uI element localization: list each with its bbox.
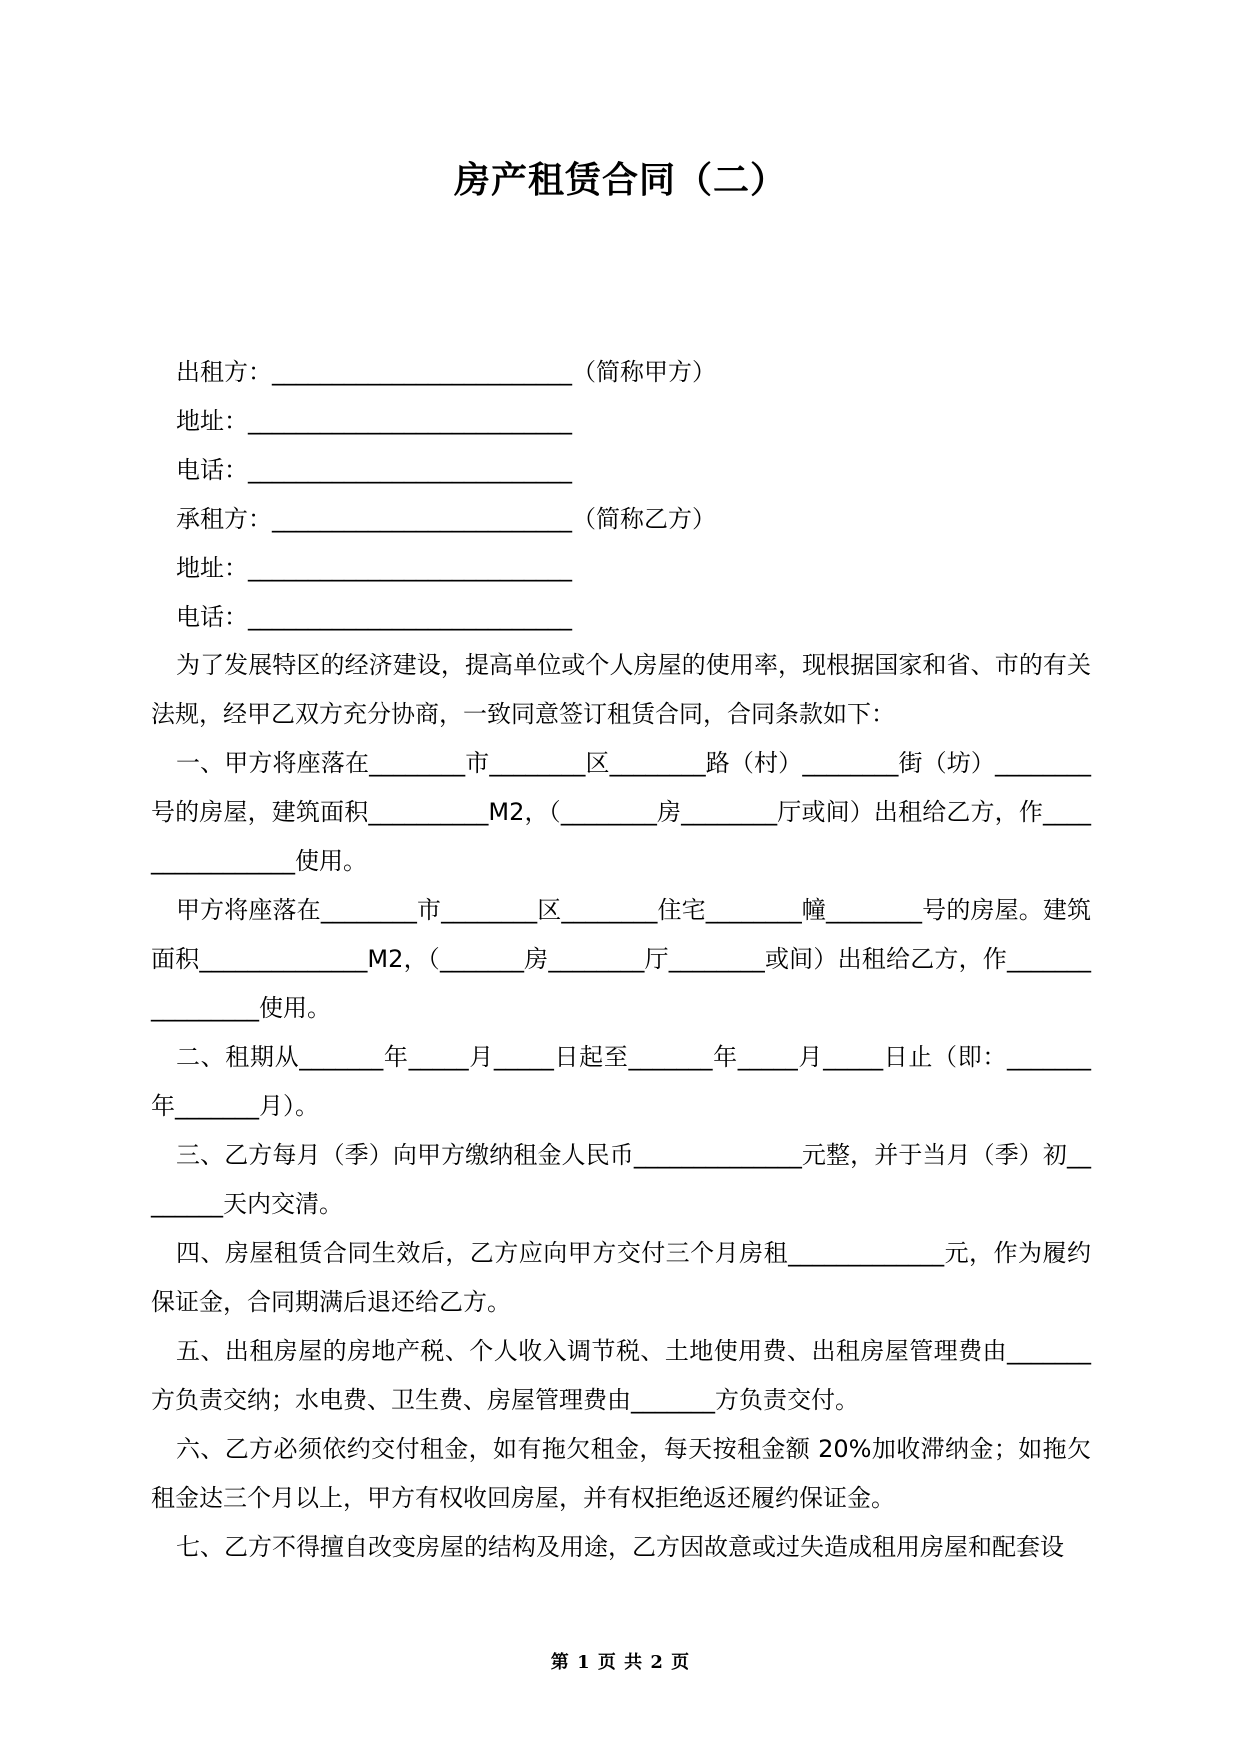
lessee-phone-line: 电话：___________________________ — [176, 603, 572, 631]
lessor-phone-line: 电话：___________________________ — [176, 456, 572, 484]
preamble-paragraph: 为了发展特区的经济建设，提高单位或个人房屋的使用率，现根据国家和省、市的有关法规，经甲乙双方充分协商，一致同意签订租赁合同，合同条款如下： — [151, 651, 1091, 728]
clause-4-paragraph: 四、房屋租赁合同生效后，乙方应向甲方交付三个月房租_____________元，作为履约保证金，合同期满后退还给乙方。 — [151, 1239, 1091, 1316]
lessor-address-line: 地址：___________________________ — [176, 407, 572, 435]
party-info-block — [176, 348, 1096, 642]
clause-2-paragraph: 二、租期从_______年_____月_____日起至_______年_____月_____日止（即：_______年_______月）。 — [151, 1043, 1091, 1120]
document-title: 房产租赁合同（二） — [453, 160, 787, 201]
clause-7-paragraph: 七、乙方不得擅自改变房屋的结构及用途，乙方因故意或过失造成租用房屋和配套设 — [176, 1533, 1064, 1561]
contract-body — [151, 641, 1091, 1572]
lessee-line: 承租方：_________________________（简称乙方） — [176, 505, 716, 533]
clause-5-paragraph: 五、出租房屋的房地产税、个人收入调节税、土地使用费、出租房屋管理费由_______方负责交纳；水电费、卫生费、房屋管理费由_______方负责交付。 — [151, 1337, 1091, 1414]
clause-6-paragraph: 六、乙方必须依约交付租金，如有拖欠租金，每天按租金额 20%加收滞纳金；如拖欠租金达三个月以上，甲方有权收回房屋，并有权拒绝返还履约保证金。 — [151, 1435, 1091, 1512]
clause-1-paragraph: 一、甲方将座落在________市________区________路（村）________街（坊）________号的房屋，建筑面积__________M2，（________房________厅或间）出租给乙方，作________________使用。 — [151, 749, 1091, 875]
clause-3-paragraph: 三、乙方每月（季）向甲方缴纳租金人民币______________元整，并于当月（季）初________天内交清。 — [151, 1141, 1091, 1218]
lessor-line: 出租方：_________________________（简称甲方） — [176, 358, 716, 386]
clause-1-alt-paragraph: 甲方将座落在________市________区________住宅________幢________号的房屋。建筑面积______________M2，（_______房________厅________或间）出租给乙方，作________________使用。 — [151, 896, 1091, 1022]
lessee-address-line: 地址：___________________________ — [176, 554, 572, 582]
page-number-footer: 第 1 页 共 2 页 — [550, 1652, 691, 1673]
